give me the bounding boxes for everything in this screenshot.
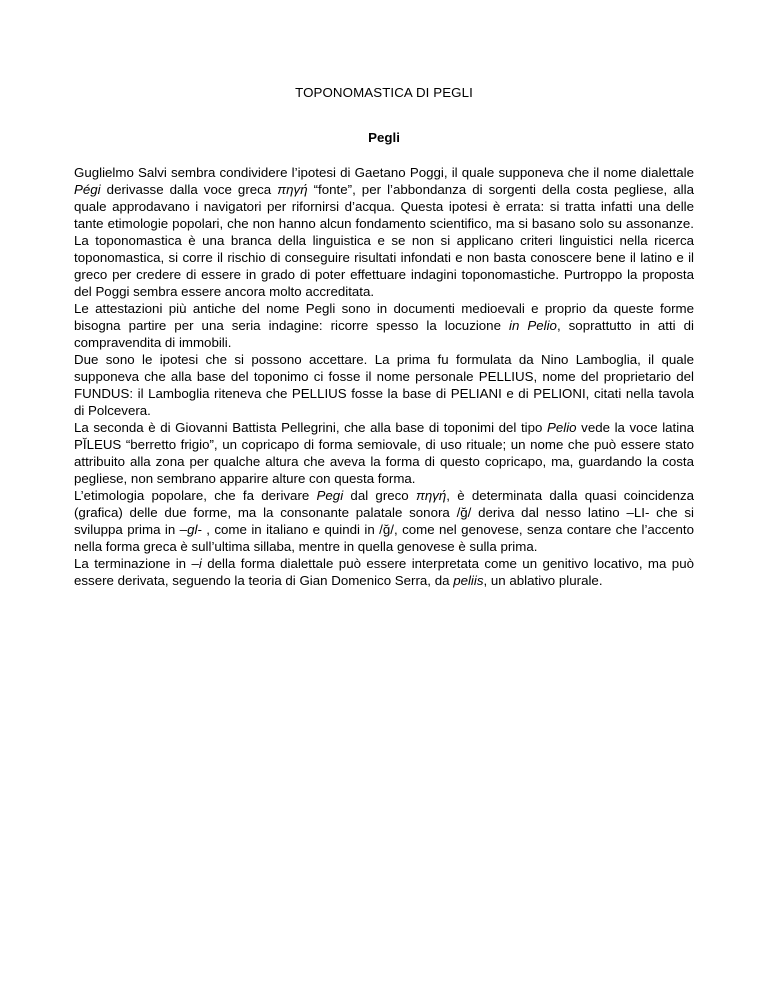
text-run: , un ablativo plurale.: [483, 573, 603, 588]
text-run: dal greco: [343, 488, 416, 503]
section-heading: Pegli: [368, 130, 400, 145]
paragraph: [74, 419, 694, 487]
text-run: derivasse dalla voce greca: [100, 182, 278, 197]
paragraph: [74, 164, 694, 300]
paragraph: [74, 555, 694, 589]
paragraph: [74, 300, 694, 351]
body-text: [74, 164, 694, 589]
paragraph: [74, 351, 694, 419]
italic-text: πηγή: [415, 488, 447, 503]
text-run: , come in italiano e quindi in /ğ/, come nel genovese, senza contare che l’accento nella forma greca è sull’ultima sillaba, mentre in quella genovese è sulla prima.: [74, 522, 694, 554]
italic-text: peliis: [453, 573, 484, 588]
italic-text: Pegi: [316, 488, 344, 503]
text-run: “fonte”, per l’abbondanza di sorgenti della costa pegliese, alla quale approdavano i navigatori per rifornirsi d’acqua. Questa ipotesi è errata: si tratta infatti una delle tante etimologie popolari, che non hanno alcun fondamento scientifico, ma si basano solo su assonanze. La toponomastica è una branca della linguistica e se non si applicano criteri linguistici nella ricerca toponomastica, si corre il rischio di conseguire risultati infondati e non basta conoscere bene il latino e il greco per credere di essere in grado di poter effettuare indagini toponomastiche. Purtroppo la proposta del Poggi sembra essere ancora molto accreditata.: [74, 182, 694, 299]
text-run: , è determinata dalla quasi coincidenza (grafica) delle due forme, ma la consonante palatale sonora /ğ/ deriva dal nesso latino –LI- che si sviluppa prima in –: [74, 488, 695, 537]
italic-text: Pégi: [74, 182, 101, 197]
document-page: [74, 0, 694, 589]
paragraph: [74, 487, 694, 555]
text-run: della forma dialettale può essere interpretata come un genitivo locativo, ma può essere derivata, seguendo la teoria di Gian Domenico Serra, da: [74, 556, 694, 588]
text-run: Due sono le ipotesi che si possono accettare. La prima fu formulata da Nino Lamboglia, il quale supponeva che alla base del toponimo ci fosse il nome personale PELLIUS, nome del proprietario del FUNDUS: il Lamboglia riteneva che PELLIUS fosse la base di PELIANI e di PELIONI, citati nella tavola di Polcevera.: [74, 352, 694, 418]
text-run: Le attestazioni più antiche del nome Pegli sono in documenti medioevali e proprio da queste forme bisogna partire per una seria indagine: ricorre spesso la locuzione: [74, 301, 694, 333]
italic-text: in Pelio: [509, 318, 557, 333]
text-run: vede la voce latina PĬLEUS “berretto frigio”, un copricapo di forma semiovale, di uso rituale; un nome che può essere stato attribuito alla zona per qualche altura che aveva la forma di questo copricapo, ma, guardando la costa pegliese, non sembrano apparire alture con questa forma.: [74, 420, 694, 486]
text-run: La seconda è di Giovanni Battista Pellegrini, che alla base di toponimi del tipo: [74, 420, 547, 435]
document-title: TOPONOMASTICA DI PEGLI: [295, 85, 473, 100]
italic-text: gl-: [187, 522, 202, 537]
italic-text: πηγή: [277, 182, 308, 197]
italic-text: i: [198, 556, 202, 571]
italic-text: Pelio: [547, 420, 577, 435]
text-run: Guglielmo Salvi sembra condividere l’ipotesi di Gaetano Poggi, il quale supponeva che il nome dialettale: [74, 165, 694, 180]
text-run: L’etimologia popolare, che fa derivare: [74, 488, 317, 503]
text-run: La terminazione in –: [74, 556, 199, 571]
text-run: , soprattutto in atti di compravendita di immobili.: [74, 318, 694, 350]
